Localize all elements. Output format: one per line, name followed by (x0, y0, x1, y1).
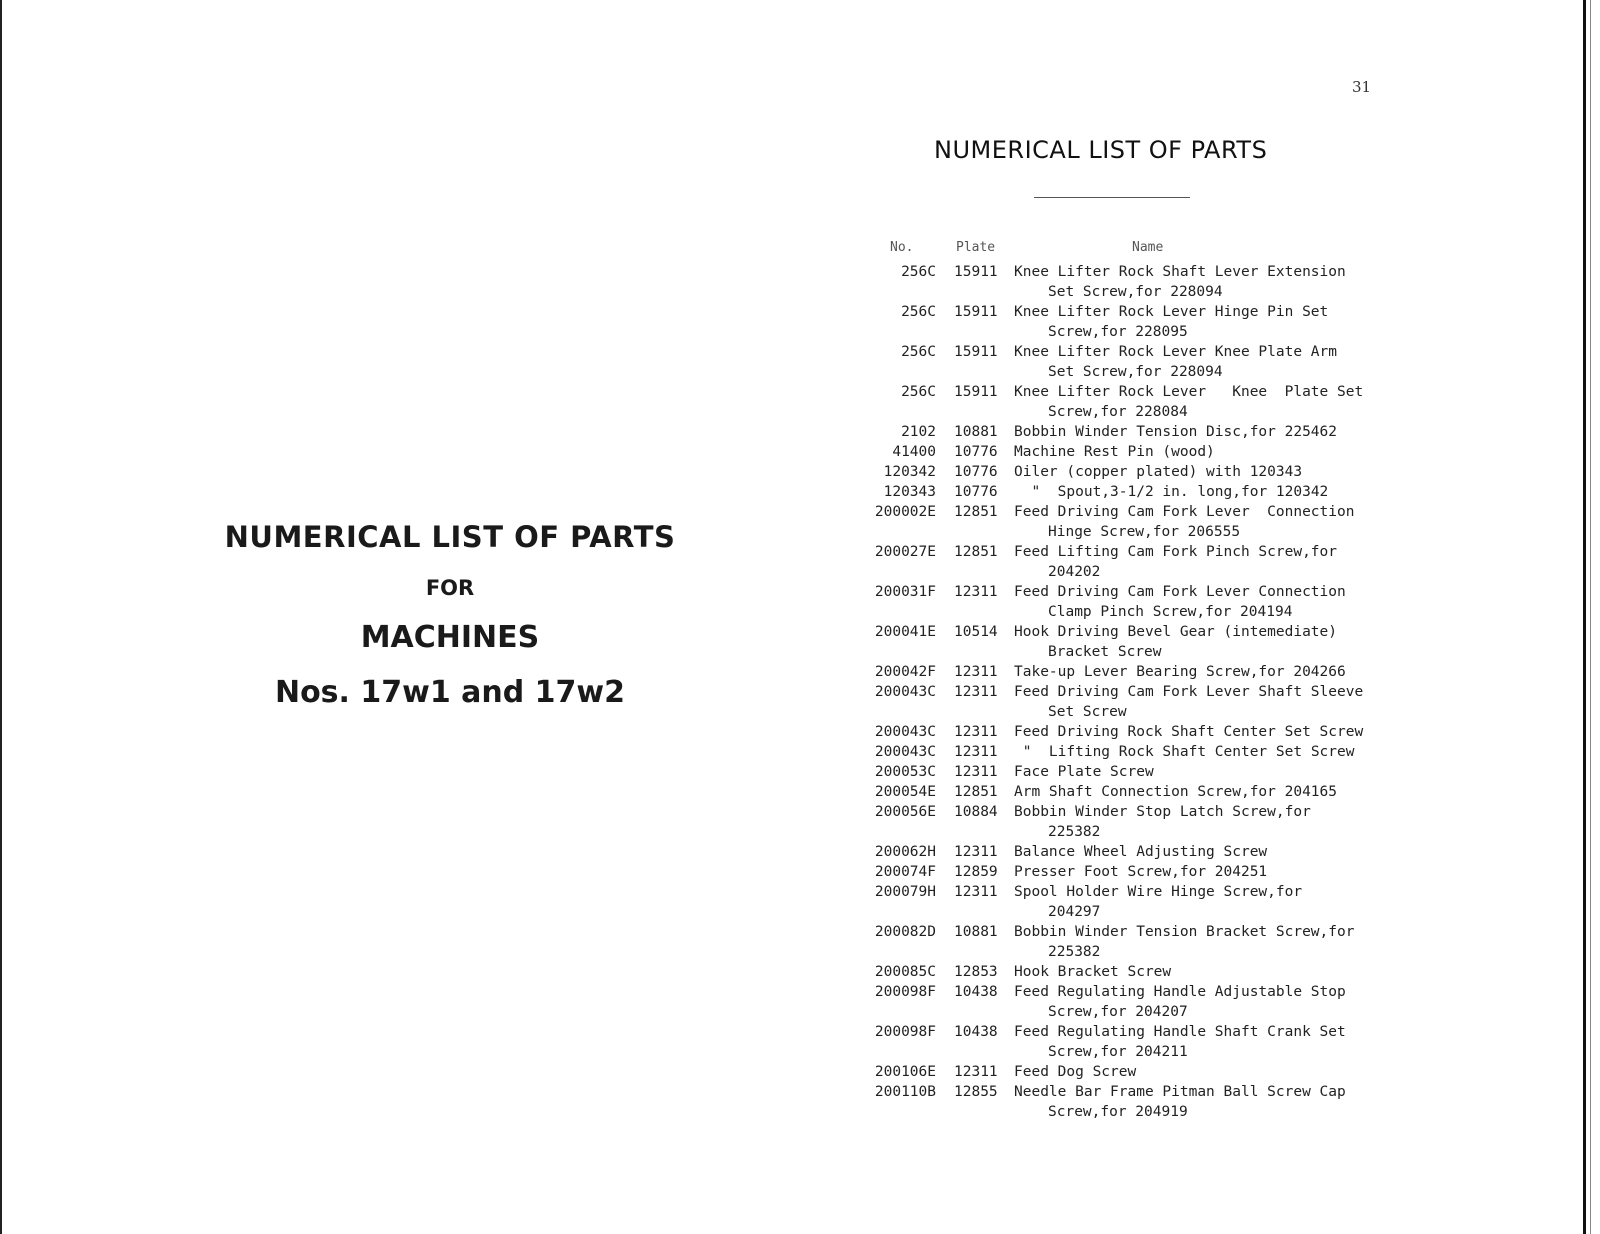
part-name-line: Bracket Screw (1048, 644, 1162, 660)
part-name (1006, 802, 1400, 842)
part-name-line: Set Screw,for 228094 (1048, 284, 1223, 300)
table-row (860, 1022, 1400, 1062)
part-name (1006, 342, 1400, 382)
part-number: 200106E (874, 1064, 936, 1080)
plate-number: 10881 (954, 924, 998, 940)
table-row (860, 842, 1400, 862)
table-row (860, 382, 1400, 422)
page-number: 31 (1352, 78, 1372, 96)
part-number: 200041E (874, 624, 936, 640)
part-number: 200082D (874, 924, 936, 940)
part-name-line: Presser Foot Screw,for 204251 (1014, 864, 1268, 880)
part-name-line: Balance Wheel Adjusting Screw (1014, 844, 1268, 860)
table-row (860, 962, 1400, 982)
part-number: 200053C (874, 764, 936, 780)
plate-number: 10776 (954, 444, 998, 460)
parts-table (860, 240, 1400, 1122)
part-name-line: 204297 (1048, 904, 1101, 920)
part-name-line: Bobbin Winder Tension Bracket Screw,for (1014, 924, 1355, 940)
table-row (860, 982, 1400, 1022)
table-row (860, 422, 1400, 442)
part-number: 256C (901, 344, 936, 360)
part-name (1006, 382, 1400, 422)
plate-number: 12311 (954, 724, 998, 740)
plate-number: 12311 (954, 744, 998, 760)
part-name (1006, 442, 1400, 462)
part-number: 200002E (874, 504, 936, 520)
part-name (1006, 882, 1400, 922)
table-row (860, 722, 1400, 742)
part-name-line: Set Screw,for 228094 (1048, 364, 1223, 380)
table-row (860, 542, 1400, 582)
plate-number: 10438 (954, 1024, 998, 1040)
part-name-line: Bobbin Winder Tension Disc,for 225462 (1014, 424, 1338, 440)
plate-number: 12853 (954, 964, 998, 980)
parts-table-header (860, 240, 1400, 262)
plate-number: 15911 (954, 264, 998, 280)
part-name (1006, 782, 1400, 802)
part-name-line: Set Screw (1048, 704, 1127, 720)
part-name (1006, 582, 1400, 622)
table-row (860, 662, 1400, 682)
part-name (1006, 302, 1400, 342)
header-plate: Plate (956, 240, 996, 255)
part-name-line: Feed Driving Rock Shaft Center Set Screw (1014, 724, 1364, 740)
part-name (1006, 1062, 1400, 1082)
part-name-line: " Spout,3-1/2 in. long,for 120342 (1014, 484, 1329, 500)
table-row (860, 502, 1400, 542)
header-name: Name (1132, 240, 1164, 255)
part-name (1006, 682, 1400, 722)
part-number: 256C (901, 384, 936, 400)
part-name-line: Clamp Pinch Screw,for 204194 (1048, 604, 1293, 620)
part-name (1006, 1082, 1400, 1122)
part-name (1006, 662, 1400, 682)
plate-number: 10438 (954, 984, 998, 1000)
part-number: 120343 (883, 484, 936, 500)
part-name-line: Take-up Lever Bearing Screw,for 204266 (1014, 664, 1346, 680)
right-page-title: NUMERICAL LIST OF PARTS (934, 136, 1268, 164)
part-name-line: Bobbin Winder Stop Latch Screw,for (1014, 804, 1311, 820)
part-name (1006, 762, 1400, 782)
left-page-model-numbers: Nos. 17w1 and 17w2 (274, 675, 626, 710)
plate-number: 10514 (954, 624, 998, 640)
part-name-line: Hinge Screw,for 206555 (1048, 524, 1241, 540)
part-number: 200079H (874, 884, 936, 900)
plate-number: 12311 (954, 844, 998, 860)
part-name-line: Arm Shaft Connection Screw,for 204165 (1014, 784, 1338, 800)
page-edge-right (1583, 0, 1586, 1234)
plate-number: 12851 (954, 544, 998, 560)
part-name-line: Oiler (copper plated) with 120343 (1014, 464, 1303, 480)
plate-number: 15911 (954, 344, 998, 360)
part-name (1006, 722, 1400, 742)
part-name-line: Knee Lifter Rock Lever Knee Plate Arm (1014, 344, 1338, 360)
part-name-line: Feed Regulating Handle Adjustable Stop (1014, 984, 1346, 1000)
table-row (860, 922, 1400, 962)
part-number: 200043C (874, 724, 936, 740)
plate-number: 15911 (954, 384, 998, 400)
plate-number: 10776 (954, 464, 998, 480)
plate-number: 12311 (954, 764, 998, 780)
part-name (1006, 482, 1400, 502)
part-name (1006, 862, 1400, 882)
part-name-line: Needle Bar Frame Pitman Ball Screw Cap (1014, 1084, 1346, 1100)
part-name-line: Screw,for 204207 (1048, 1004, 1188, 1020)
page-edge-shadow (1590, 0, 1591, 1234)
part-number: 200027E (874, 544, 936, 560)
part-number: 200098F (874, 984, 936, 1000)
part-number: 200098F (874, 1024, 936, 1040)
part-name-line: Feed Driving Cam Fork Lever Shaft Sleeve (1014, 684, 1364, 700)
part-number: 256C (901, 264, 936, 280)
parts-table-body (860, 262, 1400, 1122)
plate-number: 12311 (954, 1064, 998, 1080)
plate-number: 12311 (954, 584, 998, 600)
table-row (860, 622, 1400, 662)
page-edge-left (0, 0, 2, 1234)
plate-number: 15911 (954, 304, 998, 320)
part-number: 200085C (874, 964, 936, 980)
left-page-machines: MACHINES (360, 620, 540, 655)
table-row (860, 442, 1400, 462)
part-name (1006, 922, 1400, 962)
plate-number: 10884 (954, 804, 998, 820)
part-name-line: 225382 (1048, 824, 1101, 840)
part-number: 120342 (883, 464, 936, 480)
table-row (860, 802, 1400, 842)
part-name-line: Knee Lifter Rock Shaft Lever Extension (1014, 264, 1346, 280)
part-number: 200074F (874, 864, 936, 880)
part-name (1006, 742, 1400, 762)
part-name (1006, 842, 1400, 862)
part-name-line: Screw,for 204919 (1048, 1104, 1188, 1120)
part-name (1006, 962, 1400, 982)
part-name-line: " Lifting Rock Shaft Center Set Screw (1014, 744, 1355, 760)
table-row (860, 342, 1400, 382)
part-number: 200031F (874, 584, 936, 600)
table-row (860, 782, 1400, 802)
plate-number: 12851 (954, 784, 998, 800)
plate-number: 12311 (954, 884, 998, 900)
table-row (860, 762, 1400, 782)
title-divider (1034, 197, 1190, 198)
part-name (1006, 622, 1400, 662)
part-name (1006, 502, 1400, 542)
table-row (860, 262, 1400, 302)
plate-number: 12311 (954, 664, 998, 680)
part-name (1006, 1022, 1400, 1062)
part-name-line: 225382 (1048, 944, 1101, 960)
plate-number: 10776 (954, 484, 998, 500)
part-name-line: Feed Driving Cam Fork Lever Connection (1014, 504, 1355, 520)
part-name-line: Screw,for 228095 (1048, 324, 1188, 340)
part-number: 200054E (874, 784, 936, 800)
part-name-line: Hook Bracket Screw (1014, 964, 1172, 980)
part-name-line: Feed Dog Screw (1014, 1064, 1137, 1080)
plate-number: 10881 (954, 424, 998, 440)
part-number: 200110B (874, 1084, 936, 1100)
part-name (1006, 462, 1400, 482)
table-row (860, 462, 1400, 482)
left-page-title: NUMERICAL LIST OF PARTS (224, 520, 676, 554)
table-row (860, 862, 1400, 882)
part-name-line: Machine Rest Pin (wood) (1014, 444, 1215, 460)
part-name-line: Feed Lifting Cam Fork Pinch Screw,for (1014, 544, 1338, 560)
part-number: 200043C (874, 744, 936, 760)
table-row (860, 1062, 1400, 1082)
part-name (1006, 262, 1400, 302)
part-number: 200043C (874, 684, 936, 700)
part-name-line: Screw,for 204211 (1048, 1044, 1188, 1060)
part-number: 200056E (874, 804, 936, 820)
part-number: 256C (901, 304, 936, 320)
part-number: 200062H (874, 844, 936, 860)
table-row (860, 882, 1400, 922)
left-page-title-block (180, 520, 720, 710)
part-name (1006, 542, 1400, 582)
table-row (860, 582, 1400, 622)
part-name-line: Screw,for 228084 (1048, 404, 1188, 420)
part-name (1006, 982, 1400, 1022)
part-name-line: Feed Regulating Handle Shaft Crank Set (1014, 1024, 1346, 1040)
table-row (860, 302, 1400, 342)
part-name-line: Knee Lifter Rock Lever Hinge Pin Set (1014, 304, 1329, 320)
table-row (860, 682, 1400, 722)
plate-number: 12851 (954, 504, 998, 520)
part-number: 2102 (901, 424, 936, 440)
left-page-for: FOR (425, 576, 475, 600)
plate-number: 12311 (954, 684, 998, 700)
part-name-line: Knee Lifter Rock Lever Knee Plate Set (1014, 384, 1364, 400)
part-number: 200042F (874, 664, 936, 680)
part-name-line: Spool Holder Wire Hinge Screw,for (1014, 884, 1303, 900)
part-name-line: Hook Driving Bevel Gear (intemediate) (1014, 624, 1338, 640)
table-row (860, 742, 1400, 762)
part-name-line: Face Plate Screw (1014, 764, 1154, 780)
plate-number: 12855 (954, 1084, 998, 1100)
part-name-line: Feed Driving Cam Fork Lever Connection (1014, 584, 1346, 600)
part-number: 41400 (892, 444, 936, 460)
table-row (860, 1082, 1400, 1122)
header-no: No. (890, 240, 914, 255)
part-name (1006, 422, 1400, 442)
part-name-line: 204202 (1048, 564, 1101, 580)
plate-number: 12859 (954, 864, 998, 880)
table-row (860, 482, 1400, 502)
